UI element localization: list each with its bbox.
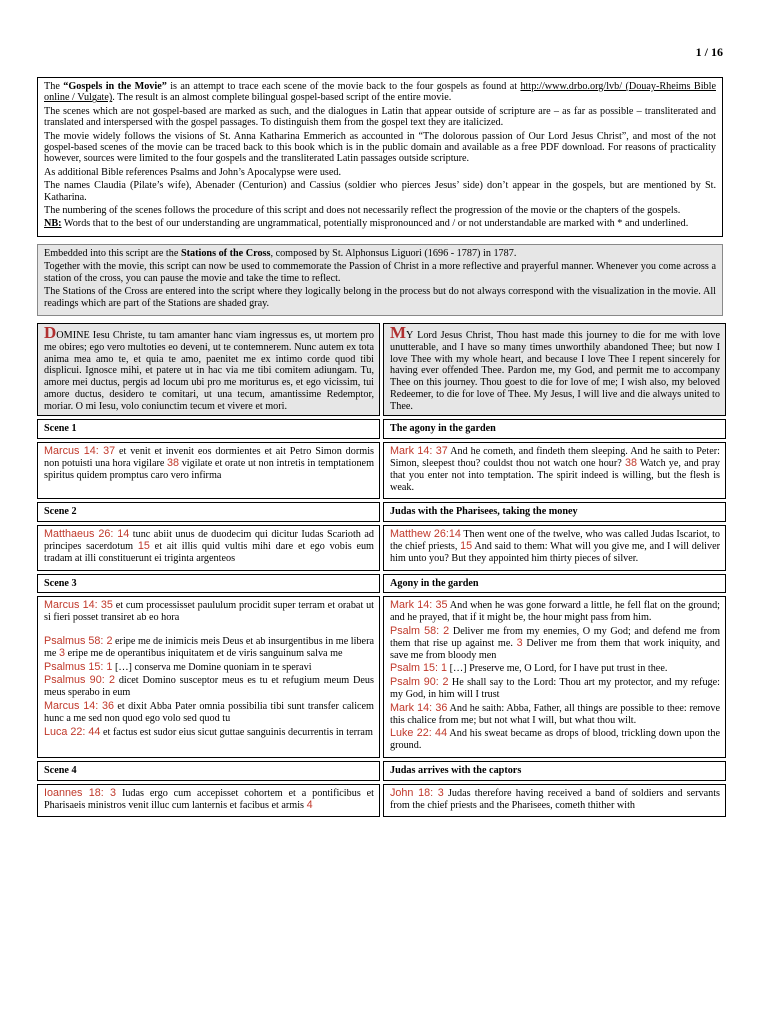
verse-block [44, 600, 374, 624]
scene-label: Scene 4 [37, 761, 380, 781]
scene-title: The agony in the garden [383, 419, 726, 439]
prayer-row [37, 323, 726, 417]
verse-block [390, 788, 720, 812]
verse-text: Deliver me from them that work iniquity, and save me from bloody men [390, 637, 720, 661]
verse-number: 15 [137, 540, 150, 553]
english-column [383, 596, 726, 758]
verse-text: And he saith: Abba, Father, all things are possible to thee: remove this chalice from me; but not what I will, but what thou wilt. [390, 702, 721, 726]
verse-reference: John 18: 3 [390, 786, 444, 799]
scene-header-row [37, 502, 726, 522]
verse-text: […] Preserve me, O Lord, for I have put trust in thee. [447, 663, 668, 675]
intro-paragraph-2: The scenes which are not gospel-based are marked as such, and the dialogues in Latin that appear outside of scripture are – as far as possible – transliterated and translated and interspersed with the gospel passages. To distinguish them from the gospel text they are italicized. [44, 105, 716, 129]
scene-body-row [37, 784, 726, 818]
intro-paragraph-5: The names Claudia (Pilate’s wife), Abenader (Centurion) and Cassius (soldier who pierces Jesus’ side) don’t appear in the gospels, but are mentioned by St. Katharina. [44, 180, 716, 203]
english-column [383, 442, 726, 499]
intro-paragraph-1: The “Gospels in the Movie” is an attempt to trace each scene of the movie back to the four gospels as found at http://www.drbo.org/lvb/ (Douay-Rheims Bible online / Vulgate). The result is an almost complete bilingual gospel-based script of the entire movie. [44, 81, 716, 104]
latin-column [37, 596, 380, 758]
verse-text: Judas therefore having received a band of soldiers and servants from the chief priests and the Pharisees, cometh thither with [390, 787, 720, 811]
verse-reference: Luke 22: 44 [390, 727, 448, 740]
verse-block [44, 701, 374, 725]
prayer-english: MY Lord Jesus Christ, Thou hast made this journey to die for me with love unutterable, and I have so many times unworthily abandoned Thee; but now I love Thee with my whole heart, and because I love Thee I repent sincerely for having ever offended Thee. Pardon me, my God, and permit me to accompany Thee on this journey. Thou goest to die for love of me; I wish also, my beloved Redeemer, to die for love of Thee. My Jesus, I will live and die always united to Thee. [383, 323, 726, 417]
verse-block [44, 675, 374, 699]
scene-body-row [37, 525, 726, 570]
verse-reference: Matthaeus 26: 14 [44, 528, 130, 541]
verse-number: 4 [306, 798, 313, 811]
verse-text: Watch ye, and pray that you enter not into temptation. The spirit indeed is willing, but the flesh is weak. [390, 458, 720, 493]
scene-header-row [37, 761, 726, 781]
verse-text: He shall say to the Lord: Thou art my protector, and my refuge: my God, in him will I trust [390, 677, 720, 701]
english-column [383, 784, 726, 818]
verse-text: And he cometh, and findeth them sleeping. And he saith to Peter: Simon, sleepest thou? couldst thou not watch one hour? [390, 446, 720, 470]
verse-reference: Matthew 26:14 [390, 528, 461, 541]
verse-reference: Marcus 14: 36 [44, 700, 115, 713]
scene-label: Scene 2 [37, 502, 380, 522]
verse-text: tunc abiit unus de duodecim qui dicitur Iudas Scarioth ad principes sacerdotum [44, 529, 374, 553]
scene-label: Scene 1 [37, 419, 380, 439]
verse-text: eripe me de operantibus iniquitatem et de viris sanguinum salva me [65, 647, 343, 659]
prayer-latin: DOMINE Iesu Christe, tu tam amanter hanc viam ingressus es, ut mortem pro me obires; ego vero multoties eo deveni, ut te contemnerem. Nunc autem ex tota anima mea amo te, et quia te amo, paenitet me ex intimo corde quod tibi displicui. Ignosce mihi, et patere ut in hac via me tibi comitem adiungam. Tu, amore mei ductus, pergis ad locum ubi pro me moriturus es, et ego vicissim, tui amore ductus, desidero te comitari, ut una tecum, amantissime Redemptor, moriar. O mi Iesu, volo coniunctim tecum et vivere et mori. [37, 323, 380, 417]
verse-number: 3 [59, 646, 66, 659]
verse-reference: Marcus 14: 35 [44, 599, 113, 612]
scene-header-row [37, 574, 726, 594]
verse-number: 3 [516, 636, 523, 649]
verse-reference: Psalmus 15: 1 [44, 660, 113, 673]
verse-text: […] conserva me Domine quoniam in te speravi [112, 661, 312, 673]
scene-body-row [37, 596, 726, 758]
verse-block [44, 636, 374, 660]
scene-title: Agony in the garden [383, 574, 726, 594]
page-number: 1 / 16 [695, 45, 723, 59]
scene-body-row [37, 442, 726, 499]
verse-block [390, 446, 720, 493]
verse-text: And his sweat became as drops of blood, trickling down upon the ground. [390, 728, 720, 752]
verse-text: vigilate et orate ut non intretis in temptationem spiritus quidem promptus caro vero infirma [44, 458, 374, 481]
verse-text: eripe me de inimicis meis Deus et ab insurgentibus in me libera me [44, 636, 374, 659]
stations-paragraph-3: The Stations of the Cross are entered into the script where they logically belong in the process but do not always correspond with the visualization in the movie. All readings which are part of the Stations are shaded gray. [44, 286, 716, 309]
verse-reference: Luca 22: 44 [44, 725, 101, 738]
nb-label: NB: [44, 218, 62, 230]
verse-block [44, 727, 374, 739]
verse-block [44, 788, 374, 812]
verse-text: et venit et invenit eos dormientes et ait Petro Simon dormis non potuisti una hora vigilare [44, 446, 374, 470]
verse-text: et cum processisset paululum procidit super terram et orabat ut si fieri posset transiret ab eo hora [44, 600, 374, 624]
intro-paragraph-3: The movie widely follows the visions of St. Anna Katharina Emmerich as accounted in “The dolorous passion of Our Lord Jesus Christ”, and most of the not gospel-based scenes of the movie can be traced back to this book which is in the public domain and available as a free PDF download. For reasons of practicality however, sources were limited to the four gospels and the transliterated Latin passages outside scripture. [44, 130, 716, 165]
verse-block [390, 529, 720, 564]
verse-text: Iudas ergo cum accepisset cohortem et a pontificibus et Pharisaeis ministros venit illuc cum lanternis et facibus et armis [44, 787, 375, 811]
verse-reference: Psalmus 90: 2 [44, 674, 115, 687]
verse-reference: Mark 14: 36 [390, 701, 448, 714]
verse-block [44, 446, 374, 481]
latin-column [37, 442, 380, 499]
verse-block [390, 600, 720, 624]
verse-text: And said to them: What will you give me, and I will deliver him unto you? But they appointed him thirty pieces of silver. [390, 541, 720, 564]
content [37, 77, 723, 820]
scene-title: Judas with the Pharisees, taking the money [383, 502, 726, 522]
verse-text: Then went one of the twelve, who was called Judas Iscariot, to the chief priests, [390, 529, 720, 553]
verse-reference: Psalm 15: 1 [390, 662, 448, 675]
verse-block [390, 728, 720, 752]
verse-block [44, 529, 374, 564]
verse-number: 15 [460, 540, 473, 553]
english-column [383, 525, 726, 570]
verse-block [390, 677, 720, 701]
verse-reference: Psalm 58: 2 [390, 625, 450, 638]
verse-block [390, 703, 720, 727]
script-table [34, 320, 729, 821]
verse-reference: Mark 14: 35 [390, 599, 448, 612]
verse-text: dicet Domino susceptor meus es tu et refugium meum Deus meus sperabo in eum [44, 675, 374, 699]
scene-title: Judas arrives with the captors [383, 761, 726, 781]
verse-text: et ait illis quid vultis mihi dare et ego vobis eum tradam at illi constituerunt ei triginta argenteos [44, 541, 374, 564]
verse-block [390, 663, 720, 675]
scene-label: Scene 3 [37, 574, 380, 594]
latin-column [37, 525, 380, 570]
stations-paragraph-1: Embedded into this script are the Stations of the Cross, composed by St. Alphonsus Liguori (1696 - 1787) in 1787. [44, 247, 517, 259]
latin-column [37, 784, 380, 818]
verse-number: 38 [167, 457, 180, 470]
intro-paragraph-6: The numbering of the scenes follows the procedure of this script and does not necessarily reflect the progression of the movie or the chapters of the gospels. [44, 205, 681, 217]
verse-block [44, 662, 374, 674]
drbo-link[interactable]: http://www.drbo.org/lvb/ (Douay-Rheims Bible online / Vulgate) [44, 81, 716, 104]
verse-reference: Psalmus 58: 2 [44, 635, 113, 648]
verse-reference: Mark 14: 37 [390, 445, 448, 458]
intro-box [37, 77, 723, 237]
verse-text: et factus est sudor eius sicut guttae sanguinis decurrentis in terram [100, 726, 373, 738]
verse-text: And when he was gone forward a little, he fell flat on the ground; and he prayed, that if it might be, the hour might pass from him. [390, 600, 721, 624]
intro-paragraph-4: As additional Bible references Psalms and John’s Apocalypse were used. [44, 166, 342, 178]
verse-text: et dixit Abba Pater omnia possibilia tibi sunt transfer calicem hunc a me sed non quod ego volo sed quod tu [44, 701, 374, 724]
verse-reference: Ioannes 18: 3 [44, 786, 117, 799]
intro-note: NB: Words that to the best of our understanding are ungrammatical, potentially mispronounced and / or not understandable are marked with * and underlined. [44, 218, 689, 230]
verse-number: 38 [624, 457, 637, 470]
verse-reference: Psalm 90: 2 [390, 676, 449, 689]
scene-header-row [37, 419, 726, 439]
verse-text: Deliver me from my enemies, O my God; and defend me from them that rise up against me. [390, 626, 721, 649]
verse-block [390, 626, 720, 661]
intro-title: “Gospels in the Movie” [63, 81, 167, 92]
stations-paragraph-2: Together with the movie, this script can now be used to commemorate the Passion of Christ in a more reflective and prayerful manner. Whenever you come across a station of the cross, you can pause the movie and take the time to reflect. [44, 261, 716, 284]
verse-reference: Marcus 14: 37 [44, 445, 116, 458]
stations-box [37, 244, 723, 316]
